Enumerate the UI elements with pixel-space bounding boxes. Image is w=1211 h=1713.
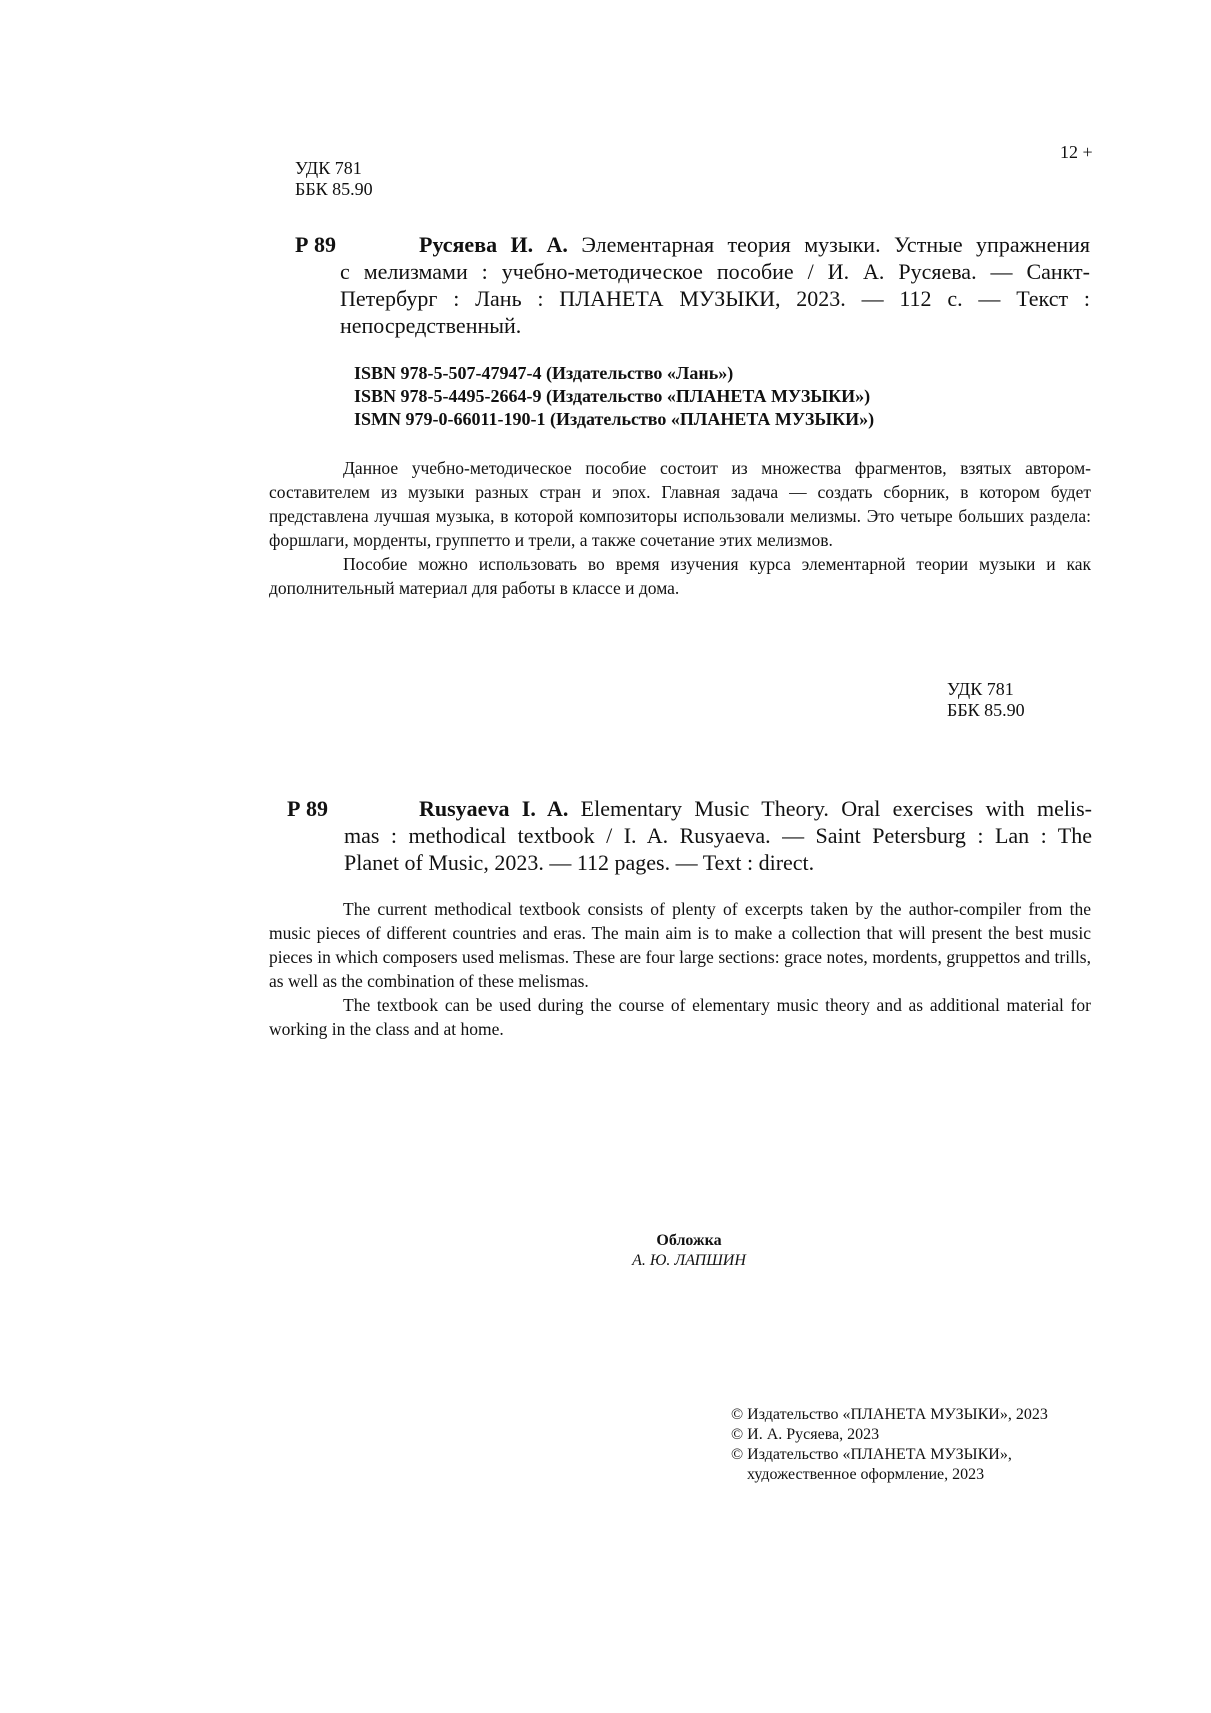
ru-udk: УДК 781 bbox=[295, 158, 362, 178]
en-abstract bbox=[269, 897, 1091, 1041]
en-entry-body bbox=[344, 822, 1092, 876]
ru-classification bbox=[295, 158, 373, 200]
en-abstract-paragraph-2: The textbook can be used during the course of elementary music theory and as additional material for working in the class and at home. bbox=[269, 995, 1091, 1039]
en-abstract-paragraph-1: The current methodical textbook consists of plenty of excerpts taken by the author-compiler from the music pieces of different countries and eras. The main aim is to make a collection that will present the best music pieces in which composers used melismas. These are four large sections: grace notes, mordents, gruppettos and trills, as well as the combination of these melismas. bbox=[269, 899, 1091, 991]
ru-entry-line-4: непосредственный. bbox=[340, 313, 522, 338]
isbn-list bbox=[354, 362, 874, 431]
en-udk: УДК 781 bbox=[947, 679, 1014, 699]
en-bbk: ББК 85.90 bbox=[947, 700, 1025, 720]
ismn-planeta: ISMN 979-0-66011-190-1 (Издательство «ПЛАНЕТА МУЗЫКИ») bbox=[354, 409, 875, 429]
ru-entry-line-2: с мелизмами : учебно-методическое пособие / И. А. Русяева. — Санкт- bbox=[340, 259, 1090, 284]
copyright-design-cont: художественное оформление, 2023 bbox=[747, 1466, 985, 1483]
en-entry-line-2: mas : methodical textbook / I. A. Rusyaeva. — Saint Petersburg : Lan : The bbox=[344, 823, 1092, 848]
ru-abstract-paragraph-2: Пособие можно использовать во время изучения курса элементарной теории музыки и как дополнительный материал для работы в классе и дома. bbox=[269, 554, 1091, 598]
isbn-lan: ISBN 978-5-507-47947-4 (Издательство «Лань») bbox=[354, 363, 734, 383]
en-entry-author: Rusyaeva I. A. bbox=[419, 796, 569, 821]
ru-abstract-paragraph-1: Данное учебно-методическое пособие состоит из множества фрагментов, взятых автором-составителем из музыки разных стран и эпох. Главная задача — создать сборник, в котором будет представлена лучшая музыка, в которой композиторы использовали мелизмы. Это четыре больших раздела: форшлаги, морденты, группетто и трели, а также сочетание этих мелизмов. bbox=[269, 458, 1091, 550]
copyright-design: © Издательство «ПЛАНЕТА МУЗЫКИ», bbox=[731, 1446, 1012, 1463]
en-entry-first-line bbox=[419, 795, 1092, 822]
age-rating: 12 + bbox=[1060, 142, 1093, 162]
isbn-planeta: ISBN 978-5-4495-2664-9 (Издательство «ПЛАНЕТА МУЗЫКИ») bbox=[354, 386, 871, 406]
ru-abstract bbox=[269, 456, 1091, 600]
copyright-block bbox=[731, 1405, 1048, 1485]
cover-credit bbox=[555, 1231, 823, 1271]
ru-entry-first-line bbox=[419, 231, 1090, 258]
ru-entry-line-3: Петербург : Лань : ПЛАНЕТА МУЗЫКИ, 2023. — 112 с. — Текст : bbox=[340, 286, 1090, 311]
cover-label: Обложка bbox=[656, 1232, 722, 1249]
ru-bibliographic-entry bbox=[0, 231, 1211, 346]
copyright-publisher: © Издательство «ПЛАНЕТА МУЗЫКИ», 2023 bbox=[731, 1406, 1048, 1423]
en-classification bbox=[947, 679, 1025, 721]
en-entry-code: Р 89 bbox=[287, 796, 328, 821]
ru-entry-code: Р 89 bbox=[295, 232, 336, 257]
en-entry-line-1: Elementary Music Theory. Oral exercises with melis- bbox=[568, 796, 1092, 821]
en-entry-line-3: Planet of Music, 2023. — 112 pages. — Text : direct. bbox=[344, 850, 815, 875]
ru-bbk: ББК 85.90 bbox=[295, 179, 373, 199]
en-bibliographic-entry bbox=[0, 795, 1211, 885]
copyright-author: © И. А. Русяева, 2023 bbox=[731, 1426, 880, 1443]
cover-designer: А. Ю. ЛАПШИН bbox=[632, 1252, 746, 1269]
ru-entry-author: Русяева И. А. bbox=[419, 232, 568, 257]
ru-entry-line-1: Элементарная теория музыки. Устные упражнения bbox=[567, 232, 1091, 257]
ru-entry-body bbox=[340, 258, 1090, 339]
